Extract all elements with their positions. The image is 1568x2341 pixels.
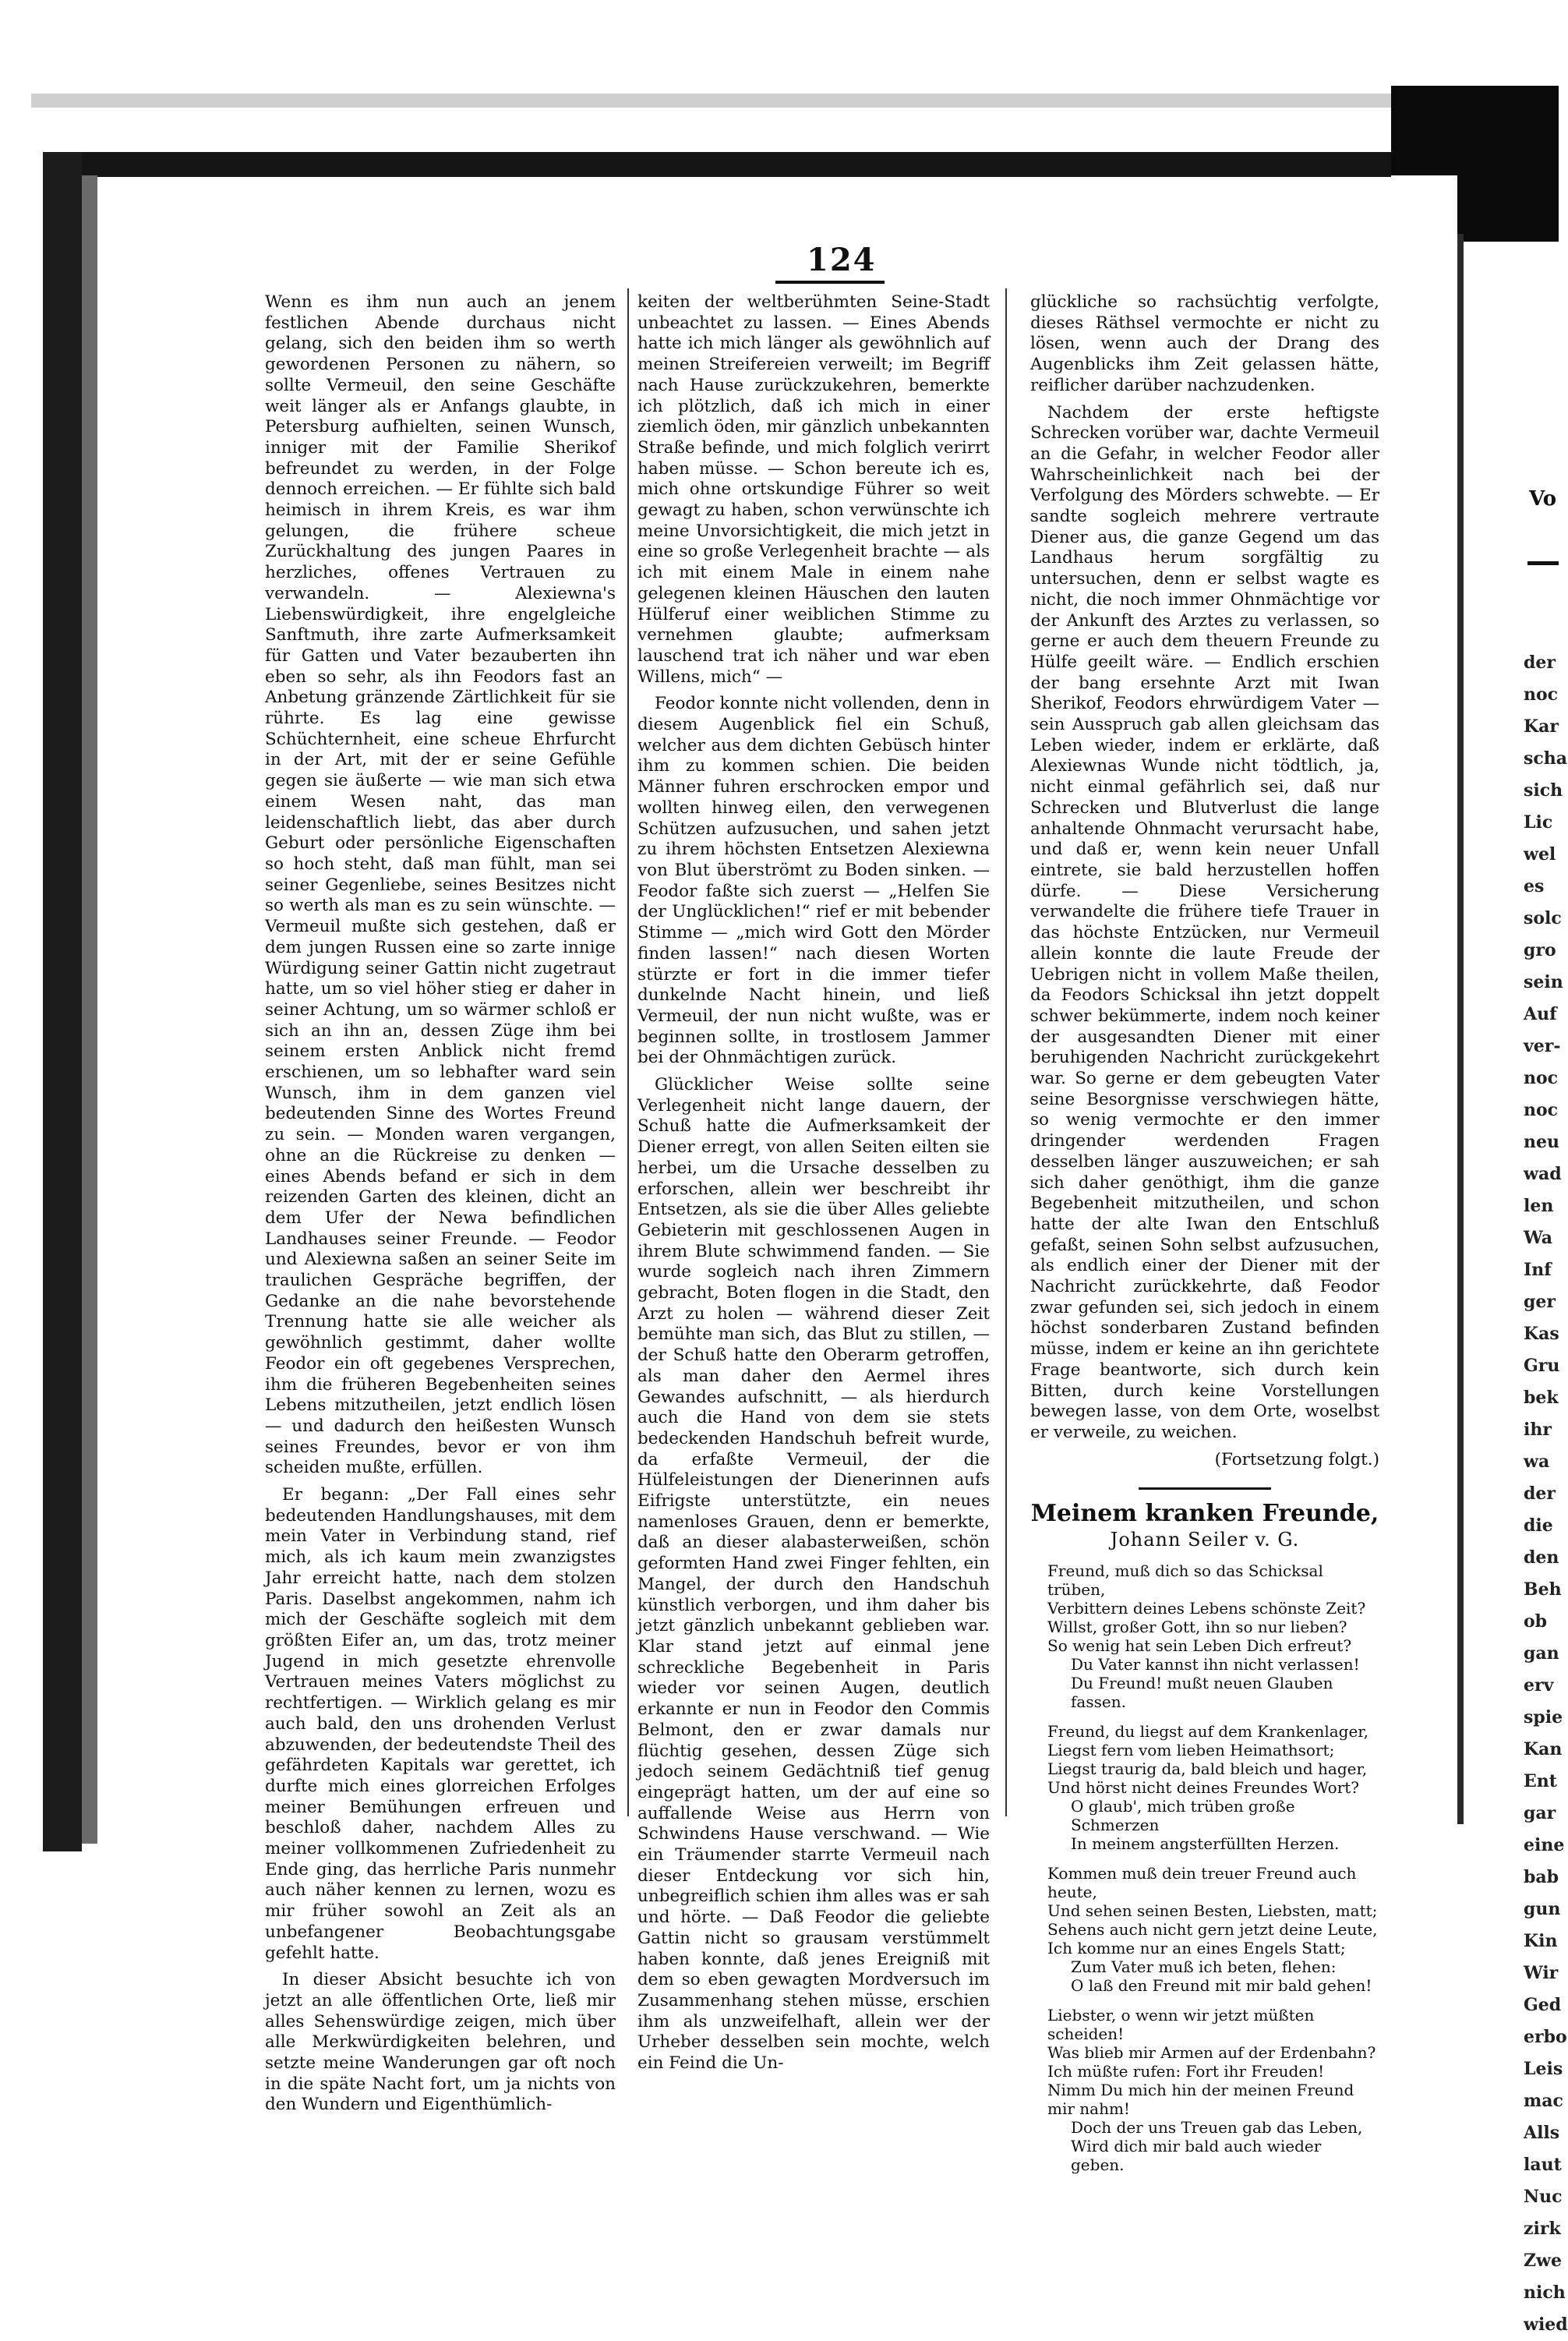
scan-top-margin [31, 94, 1403, 108]
neighbor-fragment: noc [1524, 1100, 1559, 1120]
poem-line: Liebster, o wenn wir jetzt müßten scheiden! [1047, 2005, 1315, 2043]
paragraph: In dieser Absicht besuchte ich von jetzt an alle öffentlichen Orte, ließ mir alles Sehenswürdige zeigen, mich über alle Merkwürdigkeiten belehren, und setzte meine Wanderungen gar oft noch in die späte Nacht fort, um ja nichts von den Wundern und Eigenthümlich- [265, 1970, 616, 2115]
poem-line: Freund, du liegst auf dem Krankenlager, [1047, 1721, 1369, 1741]
neighbor-fragment: Beh [1524, 1579, 1562, 1600]
neighbor-fragment: ihr [1524, 1420, 1552, 1440]
neighbor-fragment: solc [1524, 908, 1562, 928]
poem-line: Und hörst nicht deines Freundes Wort? [1047, 1777, 1360, 1797]
neighbor-fragment: scha [1524, 748, 1568, 769]
neighbor-fragment: nich [1524, 2283, 1566, 2303]
scan-binding-top [43, 152, 1391, 177]
neighbor-fragment: Wir [1524, 1963, 1559, 1983]
paragraph: Feodor konnte nicht vollenden, denn in diesem Augenblick fiel ein Schuß, welcher aus dem dichten Gebüsch hinter ihm zu kommen schien. Die beiden Männer fuhren erschrocken empor und wollten hinweg eilen, den verwegenen Schützen aufzusuchen, und sahen jetzt zu ihrem höchsten Entsetzen Alexiewna von Blut überströmt zu Boden sinken. — Feodor faßte sich zuerst — „Helfen Sie der Unglücklichen!“ rief er mit bebender Stimme — „mich wird Gott den Mörder finden lassen!“ nach diesen Worten stürzte er fort in die immer tiefer dunkelnde Nacht hinein, und ließ Vermeuil, der nun nicht wußte, was er beginnen sollte, in trostlosem Jammer bei der Ohnmächtigen zurück. [637, 694, 990, 1068]
neighbor-fragment: Gru [1524, 1356, 1560, 1376]
neighbor-fragment: Ged [1524, 1995, 1562, 2015]
paragraph: Glücklicher Weise sollte seine Verlegenheit nicht lange dauern, der Schuß hatte die Aufmerksamkeit der Diener erregt, von allen Seiten eilten sie herbei, um die Ursache desselben zu erforschen, allein wer beschreibt ihr Entsetzen, als sie die über Alles geliebte Gebieterin mit geschlossenen Augen in ihrem Blute schwimmend fanden. — Sie wurde sogleich nach ihren Zimmern gebracht, Boten flogen in die Stadt, den Arzt zu holen — während dieser Zeit bemühte man sich, das Blut zu stillen, — der Schuß hatte den Oberarm getroffen, als man daher den Aermel ihres Gewandes aufschnitt, — als hierdurch auch die Hand von dem sie stets bedeckenden Handschuh befreit wurde, da erfaßte Vermeuil, der die Hülfeleistungen der Dienerinnen aufs Eifrigste unterstützte, ein neues namenloses Grauen, denn er bemerkte, daß an dieser alabasterweißen, schön geformten Hand zwei Finger fehlten, ein Mangel, der durch den Handschuh künstlich verborgen, und ihm daher bis jetzt gänzlich unbekannt geblieben war. Klar stand jetzt auf einmal jene schreckliche Begebenheit in Paris wieder vor seinen Augen, deutlich erkannte er nun in Feodor den Commis Belmont, den er zwar damals nur flüchtig gesehen, dessen Züge sich jedoch seinem Gedächtniß tief genug eingeprägt hatten, um der auf eine so auffallende Weise aus Herrn von Schwindens Hause verschwand. — Wie ein Träumender starrte Vermeuil nach dieser Entdeckung vor sich hin, unbegreiflich schien ihm alles was er sah und hörte. — Daß Feodor die geliebte Gattin nicht so grausam verstümmelt haben konnte, daß jenes Ereigniß mit dem so eben gewagten Mordversuch im Zusammenhang stehen müsse, erschien ihm als unzweifelhaft, allein wer der Urheber desselben sein mochte, welch ein Feind die Un- [637, 1075, 990, 2074]
neighbor-fragment: Kin [1524, 1931, 1558, 1951]
neighbor-fragment: noc [1524, 684, 1559, 705]
neighbor-fragment: sich [1524, 780, 1563, 801]
neighbor-fragment: erbo [1524, 2027, 1567, 2047]
neighbor-fragment: der [1524, 652, 1556, 673]
paragraph: Er begann: „Der Fall eines sehr bedeutenden Handlungshauses, mit dem mein Vater in Verbindung stand, rief mich, als ich kaum mein zwanzigstes Jahr erreicht hatte, nach dem stolzen Paris. Daselbst angekommen, nahm ich mich der Geschäfte sogleich mit dem größten Eifer an, um das, trotz meiner Jugend in mich gesetzte ehrenvolle Vertrauen meines Vaters möglichst zu rechtfertigen. — Wirklich gelang es mir auch bald, den uns drohenden Verlust abzuwenden, der bedeutendste Theil des gefährdeten Kapitals war gerettet, ich durfte mich eines glorreichen Erfolges meiner Bemühungen erfreuen und beschloß daher, nachdem Alles zu meiner vollkommenen Zufriedenheit zu Ende ging, das herrliche Paris nunmehr auch näher kennen zu lernen, wozu es mir früher sowohl an Zeit als an unbefangener Beobachtungsgabe gefehlt hatte. [265, 1485, 616, 1963]
text-column-right [1030, 292, 1379, 2185]
poem-line: Liegst fern vom lieben Heimathsort; [1047, 1740, 1335, 1759]
poem-stanza [1047, 1864, 1379, 1995]
poem-line: Ich komme nur an eines Engels Statt; [1047, 1938, 1346, 1957]
neighbor-fragment: noc [1524, 1068, 1559, 1088]
neighbor-fragment: bek [1524, 1388, 1559, 1408]
poem-line: Verbittern deines Lebens schönste Zeit? [1047, 1598, 1366, 1618]
neighbor-fragment: Ent [1524, 1771, 1557, 1791]
neighbor-fragment: spie [1524, 1707, 1563, 1727]
poem-line: Doch der uns Treuen gab das Leben, [1071, 2117, 1363, 2137]
page-number-rule [775, 281, 885, 284]
neighbor-fragment: neu [1524, 1132, 1559, 1152]
neighbor-fragment: Zwe [1524, 2251, 1562, 2271]
neighbor-fragment: Lic [1524, 812, 1553, 833]
poem-title: Meinem kranken Freunde, [1030, 1500, 1379, 1528]
neighbor-page-heading: Vo [1529, 487, 1557, 511]
neighbor-page-rule [1527, 561, 1559, 565]
paragraph: Nachdem der erste heftigste Schrecken vorüber war, dachte Vermeuil an die Gefahr, in welcher Feodor aller Wahrscheinlichkeit nach bei der Verfolgung des Mörders schwebte. — Er sandte sogleich mehrere vertraute Diener aus, die ganze Gegend um das Landhaus herum sorgfältig zu untersuchen, denn er selbst wagte es nicht, die noch immer Ohnmächtige vor der Ankunft des Arztes zu verlassen, so gerne er auch dem theuern Freunde zu Hülfe geeilt wäre. — Endlich erschien der bang ersehnte Arzt mit Iwan Sherikof, Feodors ehrwürdigem Vater — sein Ausspruch gab allen gleichsam das Leben wieder, indem er erklärte, daß Alexiewnas Wunde nicht tödtlich, ja, nicht einmal gefährlich sei, daß nur Schrecken und Blutverlust die lange anhaltende Ohnmacht verursacht habe, und daß er, wenn kein neuer Unfall eintrete, sie bald herzustellen hoffen dürfe. — Diese Versicherung verwandelte die frühere tiefe Trauer in das höchste Entzücken, nur Vermeuil allein konnte die laute Freude der Uebrigen nicht in vollem Maße theilen, da Feodors Schicksal ihn jetzt doppelt schwer bekümmerte, indem noch keiner der ausgesandten Diener mit einer beruhigenden Nachricht zurückgekehrt war. So gerne er dem gebeugten Vater seine Besorgnisse verschwiegen hätte, so wenig vermochte er den immer dringender werdenden Fragen desselben länger auszuweichen; er sah sich daher genöthigt, ihm die ganze Begebenheit mitzutheilen, und schon hatte der alte Iwan den Entschluß gefaßt, seinen Sohn selbst aufzusuchen, als endlich einer der Diener mit der Nachricht zurückkehrte, daß Feodor zwar gefunden sei, sich jedoch in einem höchst sonderbaren Zustand befinden müsse, indem er keine an ihn gerichtete Frage beantworte, sich durch kein Bitten, durch keine Vorstellungen bewegen lasse, von dem Orte, woselbst er verweile, zu weichen. [1030, 402, 1379, 1442]
continued-note: (Fortsetzung folgt.) [1214, 1449, 1379, 1469]
poem-line: Nimm Du mich hin der meinen Freund mir nahm! [1047, 2080, 1354, 2118]
poem-line: Wird dich mir bald auch wieder geben. [1071, 2136, 1322, 2174]
poem-line: Du Vater kannst ihn nicht verlassen! [1071, 1654, 1360, 1674]
neighbor-fragment: Auf [1524, 1004, 1557, 1024]
neighbor-fragment: gro [1524, 940, 1556, 960]
neighbor-fragment: sein [1524, 972, 1563, 992]
neighbor-fragment: gun [1524, 1899, 1561, 1919]
neighbor-fragment: ger [1524, 1292, 1556, 1312]
neighbor-fragment: wad [1524, 1164, 1562, 1184]
poem-line: Ich müßte rufen: Fort ihr Freuden! [1047, 2061, 1325, 2081]
poem-stanza [1047, 1561, 1379, 1711]
poem-line: O laß den Freund mit mir bald gehen! [1071, 1975, 1372, 1995]
poem-line: Liegst traurig da, bald bleich und hager, [1047, 1759, 1368, 1778]
neighbor-fragment: Nuc [1524, 2187, 1563, 2207]
poem-line: Was blieb mir Armen auf der Erdenbahn? [1047, 2042, 1376, 2062]
neighbor-fragment: den [1524, 1547, 1559, 1568]
neighbor-fragment: Leis [1524, 2059, 1563, 2079]
neighbor-fragment: gar [1524, 1803, 1556, 1823]
scan-binding-left [43, 152, 82, 1851]
page-number: 124 [807, 242, 877, 278]
neighbor-fragment: zirk [1524, 2219, 1561, 2239]
poem-line: Du Freund! mußt neuen Glauben fassen. [1071, 1673, 1333, 1711]
neighbor-fragment: Alls [1524, 2123, 1560, 2143]
neighbor-fragment: mac [1524, 2091, 1563, 2111]
poem-author: Johann Seiler v. G. [1110, 1529, 1300, 1551]
poem-line: So wenig hat sein Leben Dich erfreut? [1047, 1636, 1352, 1655]
neighbor-fragment: ver- [1524, 1036, 1561, 1056]
paragraph: Wenn es ihm nun auch an jenem festlichen Abende durchaus nicht gelang, sich den beiden ihm so werth gewordenen Personen zu nähern, so sollte Vermeuil, den seine Geschäfte weit länger als er Anfangs glaubte, in Petersburg aufhielten, seinen Wunsch, inniger mit der Familie Sherikof befreundet zu werden, in der Folge dennoch erreichen. — Er fühlte sich bald heimisch in ihrem Kreis, es war ihm gelungen, die frühere scheue Zurückhaltung des jungen Paares in herzliches, offenes Vertrauen zu verwandeln. — Alexiewna's Liebenswürdigkeit, ihre engelgleiche Sanftmuth, ihre zarte Aufmerksamkeit für Gatten und Vater bezauberten ihn eben so sehr, als ihn Feodors fast an Anbetung gränzende Zärtlichkeit für sie rührte. Es lag eine gewisse Schüchternheit, eine scheue Ehrfurcht in der Art, mit der er seine Gefühle gegen sie äußerte — wie man sich etwa einem Wesen naht, das man leidenschaftlich liebt, das aber durch Geburt oder persönliche Eigenschaften so hoch steht, daß man fühlt, man sei seiner Gegenliebe, seines Besitzes nicht so werth als man es zu sein wünschte. — Vermeuil mußte sich gestehen, daß er dem jungen Russen eine so zarte innige Würdigung seiner Gattin nicht zugetraut hatte, um so viel höher stieg er daher in seiner Achtung, um so wärmer schloß er sich an ihn an, dessen Züge ihm bei seinem ersten Anblick nicht fremd erschienen, um so lebhafter ward sein Wunsch, ihm in dem ganzen viel bedeutenden Sinne des Wortes Freund zu sein. — Monden waren vergangen, ohne an die Rückreise zu denken — eines Abends befand er sich in dem reizenden Garten des kleinen, dicht an dem Ufer der Newa befindlichen Landhauses seiner Freunde. — Feodor und Alexiewna saßen an seiner Seite im traulichen Gespräche begriffen, der Gedanke an die nahe bevorstehende Trennung hatte sie alle weicher als gewöhnlich gestimmt, daher wollte Feodor ein oft gegebenes Versprechen, ihm die früheren Begebenheiten seines Lebens mitzutheilen, jetzt endlich lösen — und dadurch den heißesten Wunsch seines Freundes, bevor er von ihm scheiden mußte, erfüllen. [265, 292, 616, 1478]
neighbor-fragment: Kar [1524, 716, 1559, 737]
column-divider [1005, 288, 1007, 1816]
neighbor-fragment: gan [1524, 1643, 1559, 1664]
neighbor-fragment: bab [1524, 1867, 1559, 1887]
neighbor-fragment: erv [1524, 1675, 1554, 1696]
neighbor-fragment: Kan [1524, 1739, 1563, 1759]
neighbor-fragment: len [1524, 1196, 1554, 1216]
page-gutter [1457, 234, 1464, 1824]
neighbor-fragment: wied [1524, 2314, 1568, 2335]
poem-stanza [1047, 2006, 1379, 2174]
neighbor-fragment: es [1524, 876, 1545, 896]
neighbor-fragment: laut [1524, 2155, 1562, 2175]
neighbor-fragment: wa [1524, 1452, 1550, 1472]
neighbor-fragment: wel [1524, 844, 1556, 865]
neighbor-fragment: ob [1524, 1611, 1548, 1632]
neighbor-fragment: Inf [1524, 1260, 1552, 1280]
neighbor-fragment: der [1524, 1483, 1556, 1504]
poem-stanza [1047, 1722, 1379, 1853]
text-column-middle [637, 292, 990, 2081]
poem-line: Kommen muß dein treuer Freund auch heute, [1047, 1863, 1357, 1901]
neighbor-fragment: Wa [1524, 1228, 1553, 1248]
scan-binding-shadow [82, 175, 97, 1844]
neighbor-fragment: Kas [1524, 1324, 1559, 1344]
paragraph: keiten der weltberühmten Seine-Stadt unbeachtet zu lassen. — Eines Abends hatte ich mich länger als gewöhnlich auf meinen Streifereien verweilt; im Begriff nach Hause zurückzukehren, bemerkte ich plötzlich, daß ich mich in einer ziemlich öden, mir gänzlich unbekannten Straße befinde, und mich folglich verirrt haben müsse. — Schon bereute ich es, mich ohne ortskundige Führer so weit gewagt zu haben, schon verwünschte ich meine Unvorsichtigkeit, die mich jetzt in eine so große Verlegenheit brachte — als ich mit einem Male in einem nahe gelegenen kleinen Häuschen den lauten Hülferuf einer weiblichen Stimme zu vernehmen glaubte; aufmerksam lauschend trat ich näher und war eben Willens, mich“ — [637, 292, 990, 687]
paragraph: glückliche so rachsüchtig verfolgte, dieses Räthsel vermochte er nicht zu lösen, wenn auch der Drang des Augenblicks ihm Zeit gelassen hätte, reiflicher darüber nachzudenken. [1030, 292, 1379, 395]
section-rule [1139, 1487, 1271, 1490]
poem-line: Zum Vater muß ich beten, flehen: [1071, 1957, 1337, 1976]
poem-line: Sehens auch nicht gern jetzt deine Leute, [1047, 1919, 1378, 1939]
neighbor-page-fragments [1524, 647, 1568, 2341]
text-column-left [265, 292, 616, 2122]
poem-line: Und sehen seinen Besten, Liebsten, matt; [1047, 1901, 1378, 1920]
column-divider [627, 288, 629, 1816]
poem-line: In meinem angsterfüllten Herzen. [1071, 1834, 1340, 1853]
poem-line: Willst, großer Gott, ihn so nur lieben? [1047, 1617, 1347, 1636]
poem-line: Freund, muß dich so das Schicksal trüben, [1047, 1561, 1323, 1599]
neighbor-fragment: eine [1524, 1835, 1565, 1855]
poem-line: O glaub', mich trüben große Schmerzen [1071, 1796, 1295, 1834]
neighbor-fragment: die [1524, 1515, 1553, 1536]
